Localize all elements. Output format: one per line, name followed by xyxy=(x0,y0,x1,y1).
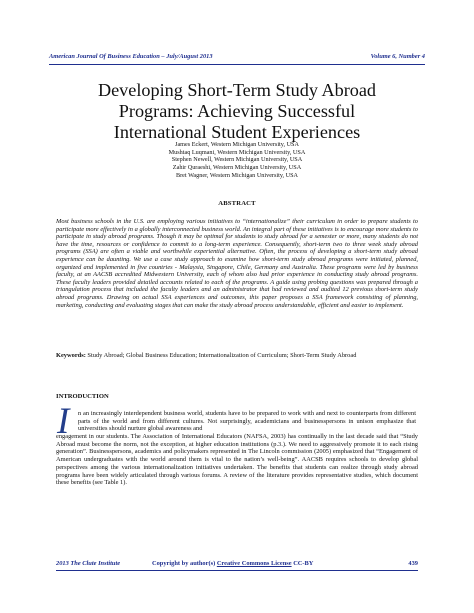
author: Stephen Newell, Western Michigan University, USA xyxy=(171,156,303,164)
license-link[interactable]: Creative Commons License xyxy=(216,560,292,567)
author: James Eckert, Western Michigan University, USA xyxy=(175,141,299,148)
author: Mushtaq Luqmani, Western Michigan University, USA xyxy=(168,148,306,156)
volume-number: Volume 6, Number 4 xyxy=(370,53,425,60)
license-suffix: CC-BY xyxy=(291,560,314,567)
copyright-prefix: Copyright by author(s) xyxy=(152,560,217,567)
keywords-text: Study Abroad; Global Business Education; Internationalization of Curriculum; Short-Term Study Abroad xyxy=(85,352,357,359)
abstract-text: Most business schools in the U.S. are employing various initiatives to “internationalize” their curriculum in order to prepare students to participate more effectively in a globally interconnected business world. An integral part of these initiatives is to encourage more students to participate in study abroad programs. Though it may be optimal for students to study abroad for a semester or more, many students do not have the time, resources or confidence to commit to a long-term experience. Consequently, short-term two to three week study abroad programs (SSA) are often a viable and worthwhile experiential alternative. Often, the process of developing a short-term study abroad experience can be daunting. We use a case study approach to examine how short-term study abroad programs were initiated, planned, organized and implemented in five countries - Malaysia, Singapore, Chile, Germany and Australia. These programs were led by business faculty, at an AACSB accredited Midwestern University, each of whom also had prior experience in conducting study abroad programs. These faculty leaders provided detailed accounts related to each of the programs. A guide using probing questions was prepared through a triangulation process that included the faculty leaders and an administrator that had reviewed and audited 12 previous short-term study abroad programs. Drawing on actual SSA experiences and outcomes, this paper proposes a SSA framework consisting of planning, marketing, conducting and evaluating stages that can make the study abroad process understandable, efficient and easier to implement. xyxy=(56,218,418,309)
intro-paragraph: engagement in our students. The Association of International Educators (NAFSA, 2003) has continually in the last decade said that “Study Abroad must become the norm, not the exception, at higher education institutions (p.3.). We need to aggressively promote it to each rising generation”. Businesspersons, academics and policymakers represented in The Lincoln commission (2005) emphasized that “Engagement of American undergraduates with the world around them is vital to the nation’s well-being”. AACSB requires schools to develop global perspectives among the various internationalization initiatives undertaken. The benefits that students can realize through study abroad programs have been widely articulated through various forums. A review of the literature provides representative studies, which document these benefits (see Table 1). xyxy=(56,433,418,487)
author: Bret Wagner, Western Michigan University, USA xyxy=(175,171,299,179)
title-line-3: International Student Experiences xyxy=(113,122,361,142)
drop-cap: I xyxy=(57,401,70,442)
journal-title: American Journal Of Business Education – July/August 2013 xyxy=(49,53,213,60)
abstract-heading: ABSTRACT xyxy=(218,200,256,207)
author: Zahir Quraeshi, Western Michigan University, USA xyxy=(172,164,302,172)
keywords xyxy=(56,352,418,361)
publisher-name: 2013 The Clute Institute xyxy=(56,560,121,567)
page-number: 439 xyxy=(408,560,418,567)
copyright-notice xyxy=(152,560,313,567)
footer-rule xyxy=(56,570,418,571)
section-heading-introduction: INTRODUCTION xyxy=(56,393,109,400)
author-list xyxy=(49,141,425,180)
intro-first-lines: n an increasingly interdependent business world, students have to be prepared to work with and next to counterparts from different parts of the world and from different cultures. Not surprisingly, academicians and businesspersons in unison emphasize that universities should nurture global awareness and xyxy=(78,410,416,433)
title-line-1: Developing Short-Term Study Abroad xyxy=(97,80,377,100)
header-rule xyxy=(49,64,425,65)
title-line-2: Programs: Achieving Successful xyxy=(118,101,356,121)
paper-title xyxy=(49,80,425,143)
keywords-label: Keywords: xyxy=(56,352,86,359)
